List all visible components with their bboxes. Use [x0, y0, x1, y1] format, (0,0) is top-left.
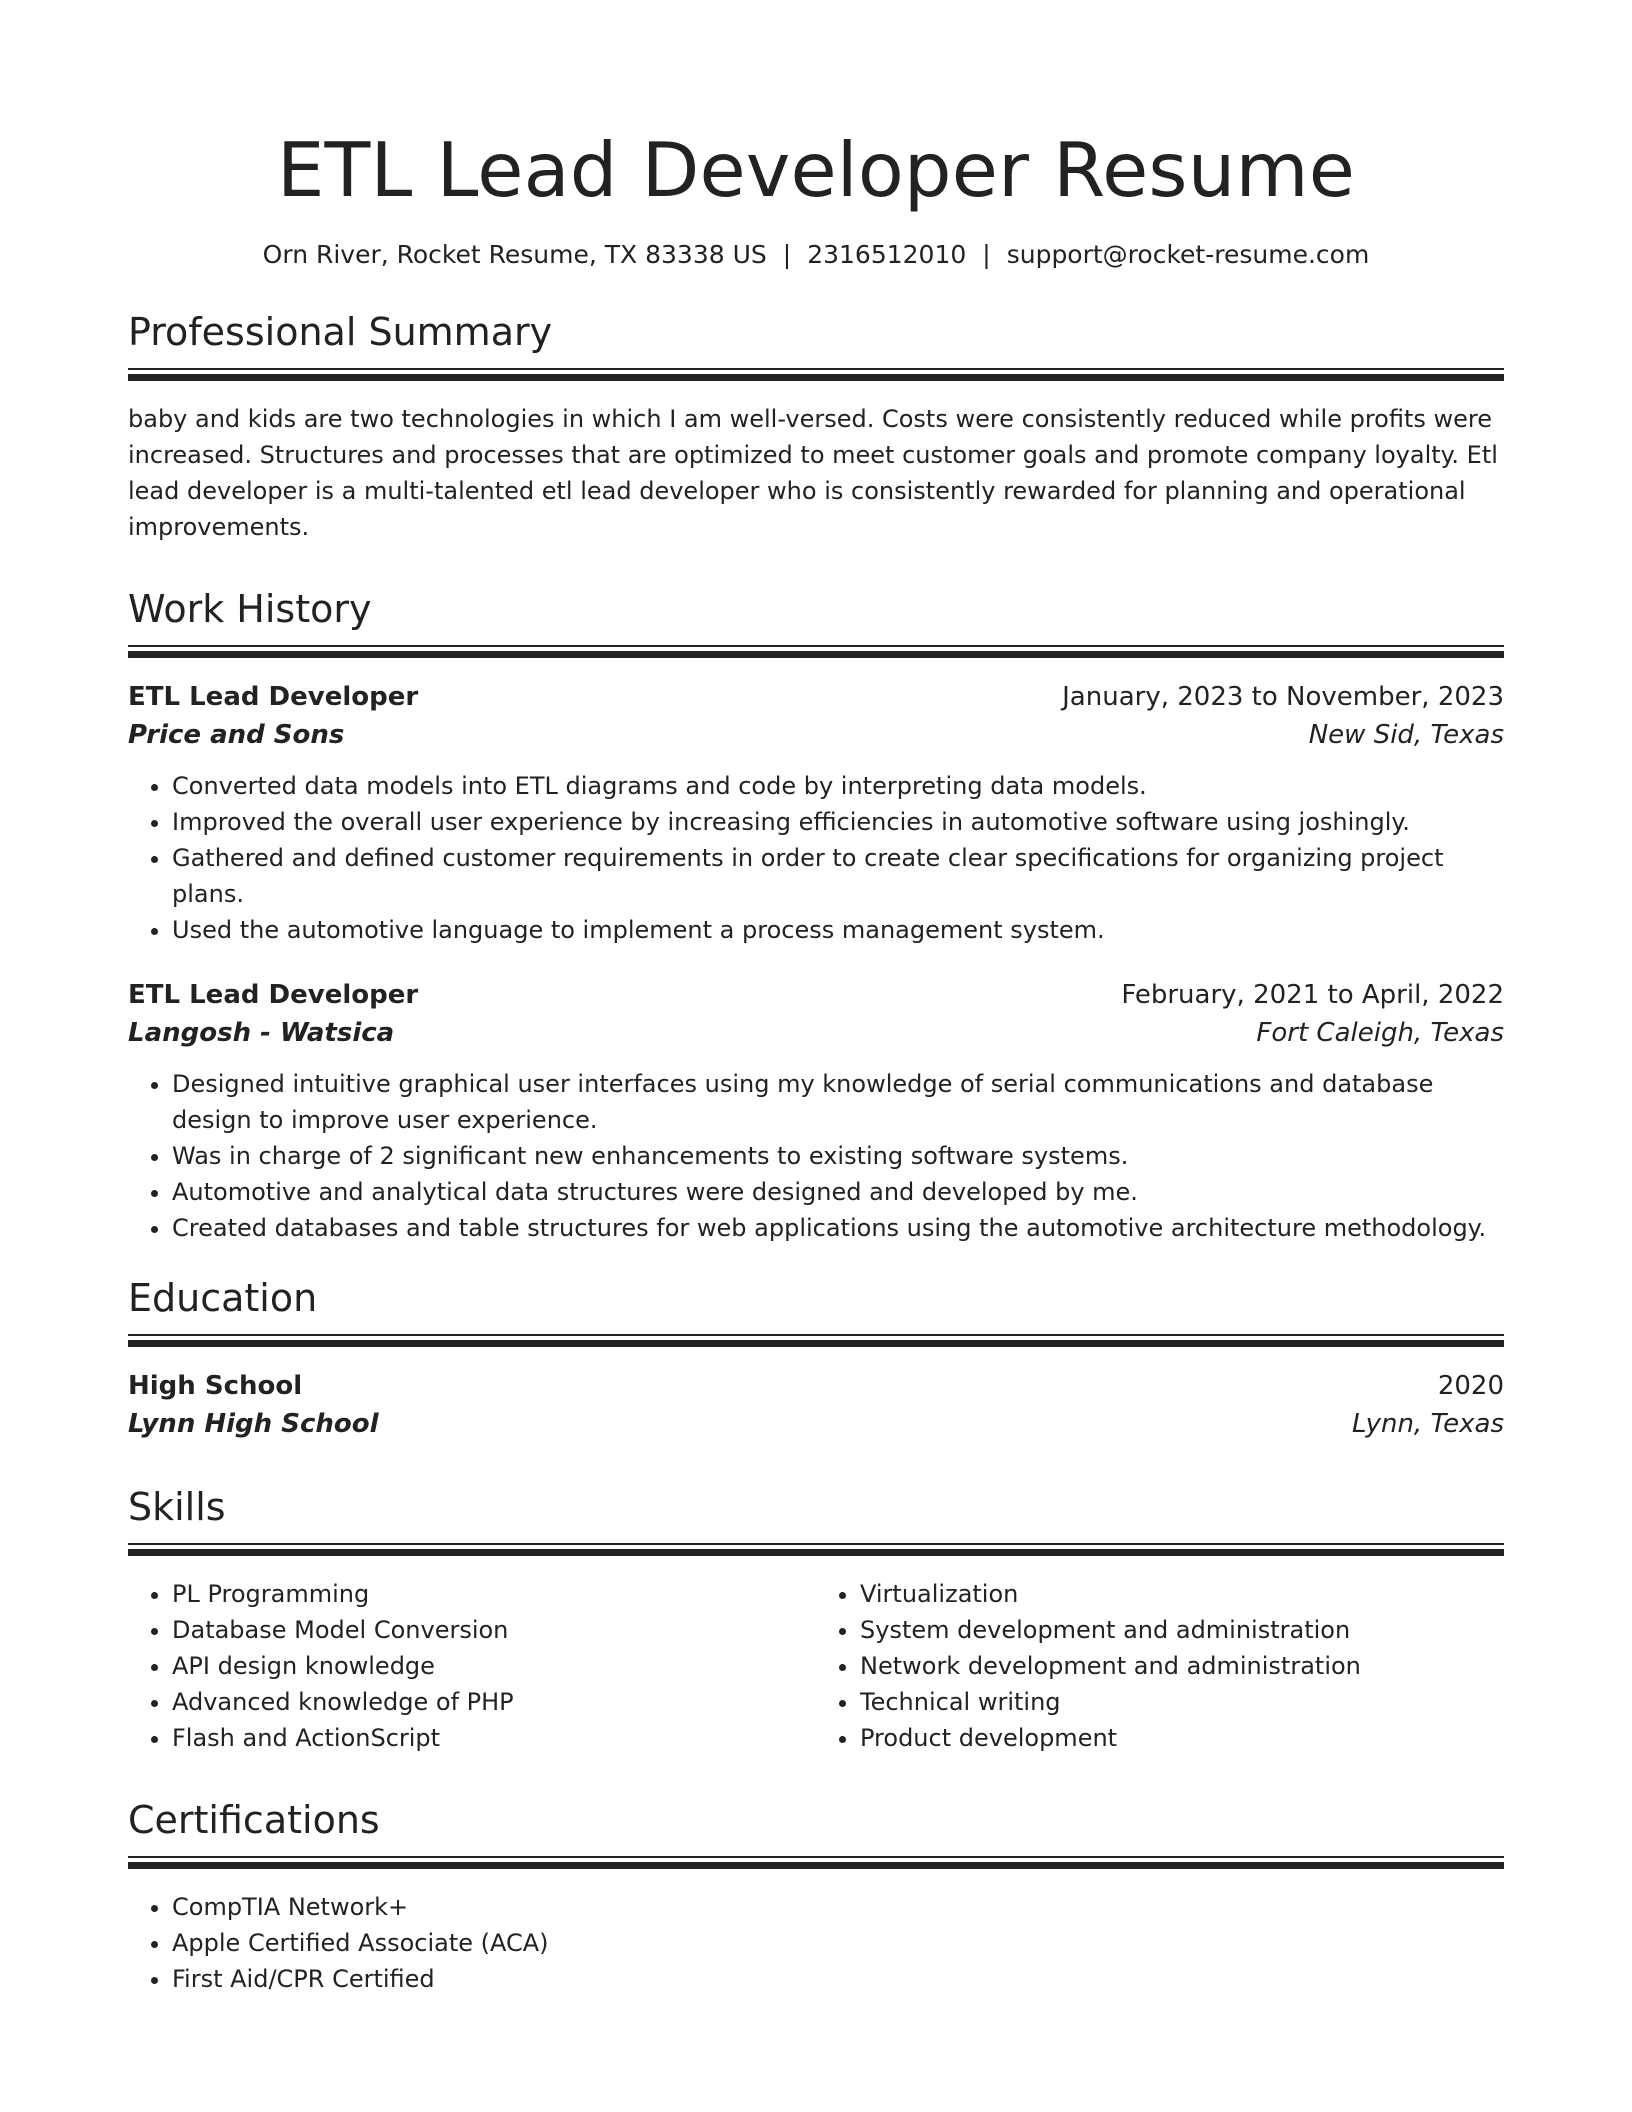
page-title: ETL Lead Developer Resume: [276, 126, 1356, 214]
skill-item: • Flash and ActionScript: [172, 1720, 816, 1756]
contact-separator: |: [982, 240, 991, 269]
summary-text: baby and kids are two technologies in which I am well-versed. Costs were consistently reduced while profits were increased. Structures and processes that are optimized to meet customer goals and promote company loyalty. Etl lead developer is a multi-talented etl lead developer who is consistently rewarded for planning and operational improvements.: [128, 405, 1498, 541]
education-location: Lynn, Texas: [1352, 1409, 1504, 1439]
job-bullet: • Designed intuitive graphical user interfaces using my knowledge of serial communications and database design to improve user experience.: [172, 1066, 1504, 1138]
skill-item: • Product development: [860, 1720, 1504, 1756]
job-company-row: [128, 1014, 1504, 1052]
skill-item: • System development and administration: [860, 1612, 1504, 1648]
skills-list-left: [128, 1576, 816, 1756]
job-title: ETL Lead Developer: [128, 980, 419, 1010]
job-dates: February, 2021 to April, 2022: [1121, 980, 1504, 1010]
skill-item: • Database Model Conversion: [172, 1612, 816, 1648]
certifications-heading: Certifications: [128, 1798, 380, 1842]
job-bullet: • Automotive and analytical data structures were designed and developed by me.: [172, 1174, 1504, 1210]
job-company: Price and Sons: [128, 720, 345, 750]
job-location: New Sid, Texas: [1308, 720, 1504, 750]
work-history-section: [128, 585, 1504, 1246]
skill-item: • Advanced knowledge of PHP: [172, 1684, 816, 1720]
certifications-section: [128, 1796, 1504, 1997]
skills-section: [128, 1483, 1504, 1756]
summary-heading: Professional Summary: [128, 310, 553, 354]
job-header-row: [128, 976, 1504, 1014]
skill-item: • PL Programming: [172, 1576, 816, 1612]
job-company: Langosh - Watsica: [128, 1018, 395, 1048]
education-heading: Education: [128, 1276, 318, 1320]
work-history-heading: Work History: [128, 587, 372, 631]
contact-phone: 2316512010: [807, 240, 967, 269]
section-divider: [128, 645, 1504, 658]
job-bullet: • Created databases and table structures for web applications using the automotive architecture methodology.: [172, 1210, 1504, 1246]
job-bullet: • Was in charge of 2 significant new enhancements to existing software systems.: [172, 1138, 1504, 1174]
education-year: 2020: [1437, 1371, 1504, 1401]
certification-item: • Apple Certified Associate (ACA): [172, 1925, 1504, 1961]
job-entry: [128, 976, 1504, 1246]
job-location: Fort Caleigh, Texas: [1256, 1018, 1504, 1048]
job-bullet: • Gathered and defined customer requirements in order to create clear specifications for organizing project plans.: [172, 840, 1504, 912]
certifications-list: [128, 1889, 1504, 1997]
job-bullet: • Converted data models into ETL diagrams and code by interpreting data models.: [172, 768, 1504, 804]
education-school-row: [128, 1405, 1504, 1443]
contact-address: Orn River, Rocket Resume, TX 83338 US: [262, 240, 767, 269]
education-degree: High School: [128, 1371, 303, 1401]
job-company-row: [128, 716, 1504, 754]
skill-item: • Virtualization: [860, 1576, 1504, 1612]
contact-separator: |: [782, 240, 792, 269]
section-divider: [128, 1856, 1504, 1869]
job-bullet: • Used the automotive language to implement a process management system.: [172, 912, 1504, 948]
skill-item: • Network development and administration: [860, 1648, 1504, 1684]
job-bullets: [128, 768, 1504, 948]
certification-item: • First Aid/CPR Certified: [172, 1961, 1504, 1997]
section-divider: [128, 1543, 1504, 1556]
skill-item: • Technical writing: [860, 1684, 1504, 1720]
certification-item: • CompTIA Network+: [172, 1889, 1504, 1925]
education-section: [128, 1274, 1504, 1443]
section-divider: [128, 1334, 1504, 1347]
section-divider: [128, 368, 1504, 381]
job-header-row: [128, 678, 1504, 716]
skill-item: • API design knowledge: [172, 1648, 816, 1684]
education-school: Lynn High School: [128, 1409, 379, 1439]
job-title: ETL Lead Developer: [128, 682, 419, 712]
job-bullet: • Improved the overall user experience by increasing efficiencies in automotive software using joshingly.: [172, 804, 1504, 840]
contact-line: [128, 238, 1504, 272]
skills-columns: [128, 1576, 1504, 1756]
contact-email: support@rocket-resume.com: [1006, 240, 1370, 269]
education-header-row: [128, 1367, 1504, 1405]
skills-list-right: [816, 1576, 1504, 1756]
job-bullets: [128, 1066, 1504, 1246]
summary-section: [128, 308, 1504, 545]
skills-heading: Skills: [128, 1485, 226, 1529]
job-dates: January, 2023 to November, 2023: [1062, 682, 1504, 712]
job-entry: [128, 678, 1504, 948]
